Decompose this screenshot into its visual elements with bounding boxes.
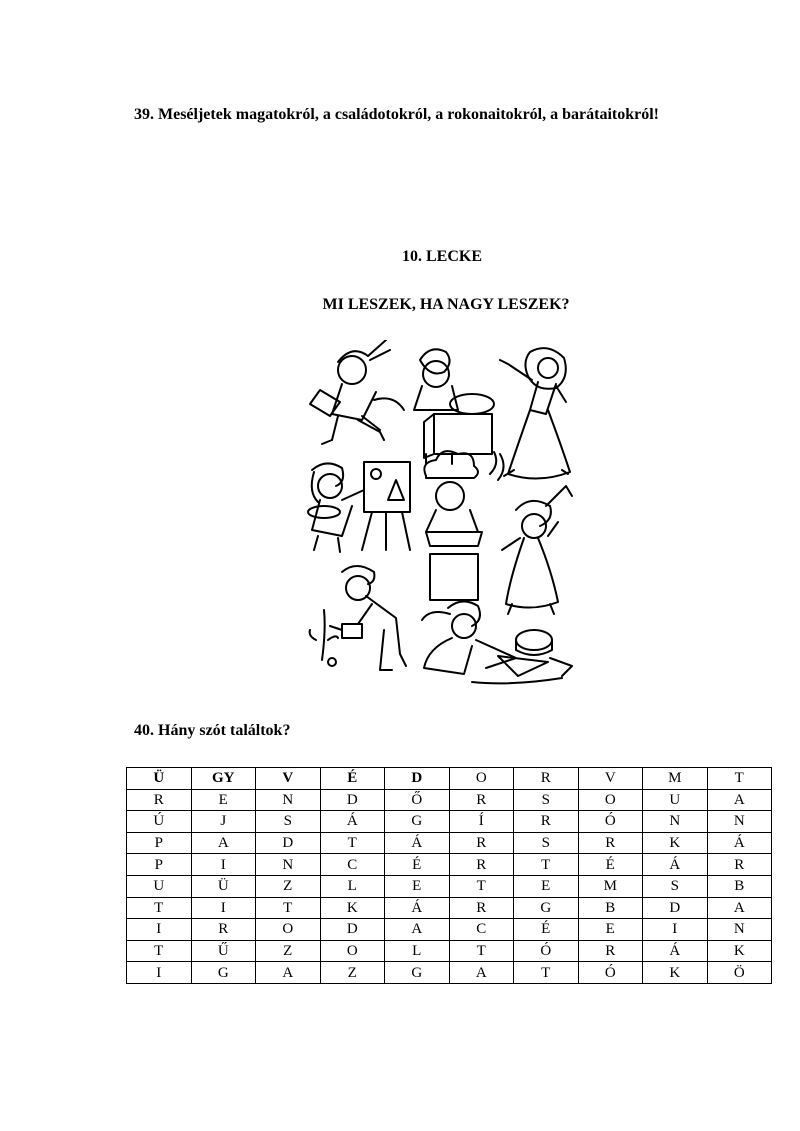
grid-cell[interactable]: K <box>643 832 708 854</box>
baker-figure <box>414 349 494 464</box>
grid-cell[interactable]: T <box>514 962 579 984</box>
grid-cell[interactable]: N <box>707 811 772 833</box>
grid-cell[interactable]: C <box>449 919 514 941</box>
grid-cell[interactable]: E <box>578 919 643 941</box>
grid-cell[interactable]: Á <box>385 832 450 854</box>
grid-cell[interactable]: T <box>449 940 514 962</box>
grid-cell[interactable]: T <box>127 897 192 919</box>
grid-row <box>127 832 772 854</box>
grid-cell[interactable]: A <box>707 789 772 811</box>
grid-cell[interactable]: Z <box>256 875 321 897</box>
grid-cell[interactable]: É <box>514 919 579 941</box>
grid-cell[interactable]: A <box>707 897 772 919</box>
grid-cell[interactable]: Á <box>385 897 450 919</box>
grid-cell[interactable]: M <box>643 768 708 790</box>
grid-cell[interactable]: B <box>707 875 772 897</box>
grid-cell[interactable]: C <box>320 854 385 876</box>
grid-cell[interactable]: S <box>514 832 579 854</box>
grid-cell[interactable]: R <box>514 811 579 833</box>
grid-cell[interactable]: Ú <box>127 811 192 833</box>
grid-cell[interactable]: U <box>643 789 708 811</box>
grid-row <box>127 940 772 962</box>
grid-cell[interactable]: P <box>127 854 192 876</box>
grid-cell[interactable]: É <box>385 854 450 876</box>
grid-cell[interactable]: I <box>191 854 256 876</box>
word-search-grid <box>126 767 772 984</box>
grid-cell[interactable]: D <box>320 919 385 941</box>
grid-cell[interactable]: I <box>191 897 256 919</box>
task-40-prompt: 40. Hány szót találtok? <box>134 722 291 739</box>
grid-cell[interactable]: A <box>449 962 514 984</box>
grid-cell[interactable]: B <box>578 897 643 919</box>
task-39-prompt: 39. Meséljetek magatokról, a családotokról, a rokonaitokról, a barátaitokról! <box>134 106 659 123</box>
grid-cell[interactable]: L <box>320 875 385 897</box>
grid-row <box>127 854 772 876</box>
grid-cell[interactable]: R <box>449 832 514 854</box>
grid-cell[interactable]: R <box>514 768 579 790</box>
grid-row <box>127 768 772 790</box>
grid-cell[interactable]: G <box>191 962 256 984</box>
lesson-title: MI LESZEK, HA NAGY LESZEK? <box>322 296 570 313</box>
grid-cell[interactable]: R <box>449 854 514 876</box>
professions-illustration-icon <box>302 340 578 690</box>
grid-cell[interactable]: V <box>256 768 321 790</box>
grid-row <box>127 789 772 811</box>
grid-cell[interactable]: G <box>385 962 450 984</box>
grid-cell[interactable]: Ó <box>578 811 643 833</box>
cook-figure <box>424 451 503 600</box>
dancer-figure <box>502 486 572 614</box>
painter-figure <box>308 462 410 552</box>
grid-cell[interactable]: R <box>127 789 192 811</box>
grid-cell[interactable]: R <box>578 832 643 854</box>
grid-cell[interactable]: Ö <box>707 962 772 984</box>
grid-cell[interactable]: A <box>385 919 450 941</box>
grid-cell[interactable]: T <box>449 875 514 897</box>
grid-cell[interactable]: Ü <box>127 768 192 790</box>
grid-cell[interactable]: T <box>320 832 385 854</box>
singer-figure <box>500 348 570 478</box>
gardener-figure <box>310 566 406 670</box>
grid-row <box>127 875 772 897</box>
grid-cell[interactable]: R <box>707 854 772 876</box>
grid-cell[interactable]: E <box>514 875 579 897</box>
grid-cell[interactable]: R <box>449 897 514 919</box>
grid-cell[interactable]: Á <box>707 832 772 854</box>
grid-cell[interactable]: Á <box>320 811 385 833</box>
grid-cell[interactable]: P <box>127 832 192 854</box>
grid-cell[interactable]: N <box>256 789 321 811</box>
grid-cell[interactable]: A <box>191 832 256 854</box>
grid-cell[interactable]: E <box>191 789 256 811</box>
grid-cell[interactable]: T <box>514 854 579 876</box>
grid-cell[interactable]: S <box>514 789 579 811</box>
grid-cell[interactable]: N <box>256 854 321 876</box>
grid-cell[interactable]: M <box>578 875 643 897</box>
grid-cell[interactable]: R <box>191 919 256 941</box>
grid-cell[interactable]: I <box>643 919 708 941</box>
grid-cell[interactable]: K <box>643 962 708 984</box>
grid-row <box>127 962 772 984</box>
grid-cell[interactable]: Ű <box>191 940 256 962</box>
grid-cell[interactable]: O <box>578 789 643 811</box>
grid-cell[interactable]: Ü <box>191 875 256 897</box>
lesson-number: 10. LECKE <box>401 248 482 265</box>
grid-cell[interactable]: K <box>707 940 772 962</box>
grid-row <box>127 897 772 919</box>
grid-cell[interactable]: Á <box>643 854 708 876</box>
grid-cell[interactable]: É <box>320 768 385 790</box>
grid-cell[interactable]: K <box>320 897 385 919</box>
grid-cell[interactable]: A <box>256 962 321 984</box>
grid-cell[interactable]: Z <box>320 962 385 984</box>
grid-cell[interactable]: L <box>385 940 450 962</box>
grid-cell[interactable]: D <box>256 832 321 854</box>
grid-cell[interactable]: Ó <box>514 940 579 962</box>
grid-cell[interactable]: É <box>578 854 643 876</box>
grid-cell[interactable]: S <box>256 811 321 833</box>
grid-cell[interactable]: D <box>320 789 385 811</box>
grid-cell[interactable]: G <box>385 811 450 833</box>
grid-cell[interactable]: R <box>449 789 514 811</box>
grid-cell[interactable]: U <box>127 875 192 897</box>
grid-cell[interactable]: O <box>256 919 321 941</box>
grid-cell[interactable]: E <box>385 875 450 897</box>
grid-cell[interactable]: V <box>578 768 643 790</box>
grid-row <box>127 811 772 833</box>
grid-cell[interactable]: O <box>320 940 385 962</box>
tailor-figure <box>422 601 572 683</box>
grid-cell[interactable]: I <box>127 962 192 984</box>
grid-cell[interactable]: Ó <box>578 962 643 984</box>
grid-cell[interactable]: T <box>256 897 321 919</box>
grid-cell[interactable]: D <box>385 768 450 790</box>
grid-row <box>127 919 772 941</box>
grid-cell[interactable]: N <box>707 919 772 941</box>
grid-cell[interactable]: T <box>707 768 772 790</box>
grid-cell[interactable]: T <box>127 940 192 962</box>
grid-cell[interactable]: I <box>127 919 192 941</box>
grid-cell[interactable]: S <box>643 875 708 897</box>
mail-carrier-figure <box>310 340 404 444</box>
grid-cell[interactable]: O <box>449 768 514 790</box>
grid-cell[interactable]: Ő <box>385 789 450 811</box>
grid-cell[interactable]: J <box>191 811 256 833</box>
grid-cell[interactable]: R <box>578 940 643 962</box>
grid-cell[interactable]: Í <box>449 811 514 833</box>
grid-cell[interactable]: Á <box>643 940 708 962</box>
grid-cell[interactable]: GY <box>191 768 256 790</box>
grid-cell[interactable]: Z <box>256 940 321 962</box>
grid-cell[interactable]: G <box>514 897 579 919</box>
grid-cell[interactable]: D <box>643 897 708 919</box>
grid-cell[interactable]: N <box>643 811 708 833</box>
